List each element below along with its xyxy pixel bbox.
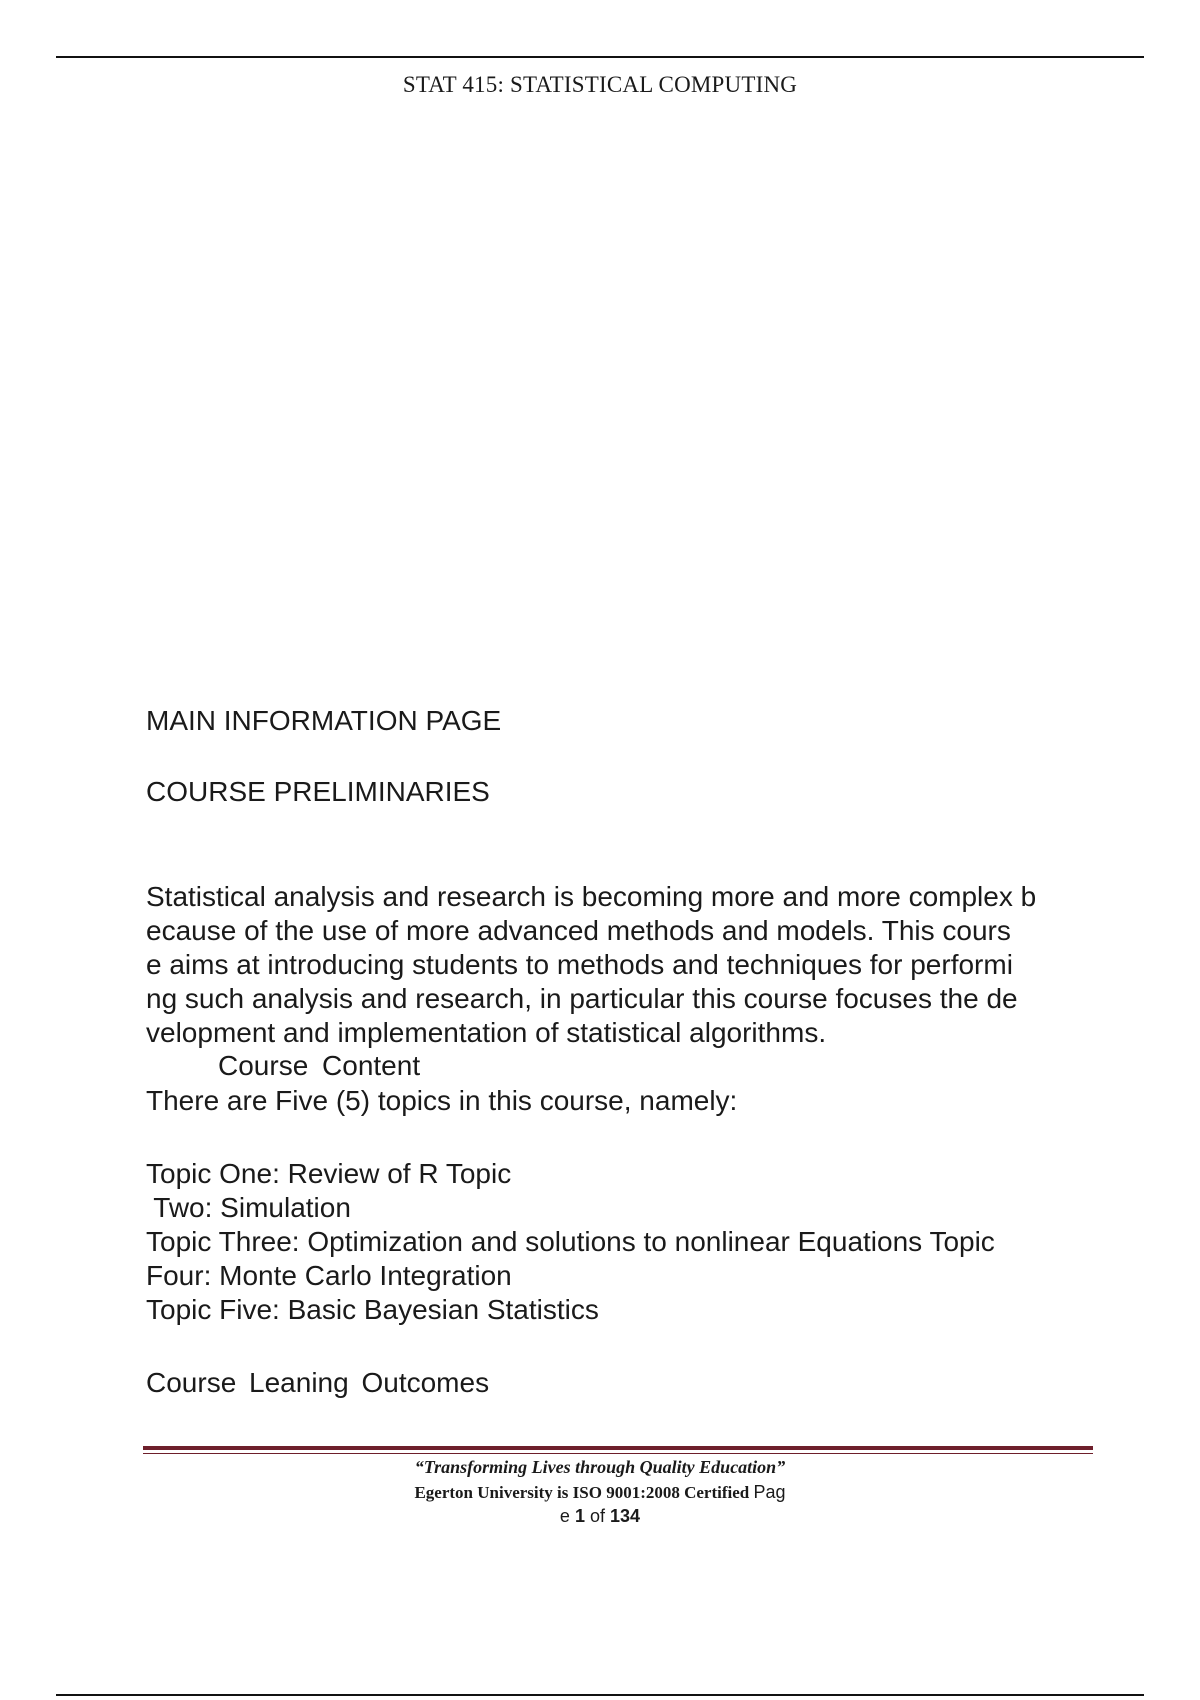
footer-slogan: “Transforming Lives through Quality Education”: [414, 1457, 786, 1477]
page-of: of: [589, 1506, 605, 1526]
topic-line: Topic Five: Basic Bayesian Statistics: [146, 1294, 599, 1325]
topic-line: Four: Monte Carlo Integration: [146, 1260, 512, 1291]
page-label: e: [559, 1506, 570, 1526]
outcomes-heading: Course Leaning Outcomes: [146, 1367, 490, 1398]
footer-rule-thin: [143, 1453, 1093, 1454]
topic-list: [146, 1157, 995, 1327]
page-number: [0, 1506, 1200, 1527]
topic-line: Topic Three: Optimization and solutions to nonlinear Equations Topic: [146, 1226, 995, 1257]
running-header: STAT 415: STATISTICAL COMPUTING: [402, 72, 798, 97]
footer-certification: [0, 1482, 1200, 1503]
page-prefix: Pag: [753, 1482, 786, 1502]
paragraph-line: ng such analysis and research, in particular this course focuses the de: [146, 983, 1018, 1014]
paragraph-line: velopment and implementation of statistical algorithms.: [146, 1017, 827, 1048]
course-content-heading: Course Content: [218, 1050, 421, 1081]
main-heading: MAIN INFORMATION PAGE: [146, 705, 502, 736]
bottom-rule: [56, 1694, 1144, 1696]
topic-line: Topic One: Review of R Topic: [146, 1158, 512, 1189]
section-heading: COURSE PRELIMINARIES: [146, 776, 490, 807]
page-current: 1: [574, 1506, 585, 1526]
footer-rule: [143, 1446, 1093, 1450]
paragraph-line: ecause of the use of more advanced methods and models. This cours: [146, 915, 1011, 946]
top-rule: [56, 56, 1144, 58]
intro-paragraph: [146, 880, 1096, 1050]
paragraph-line: e aims at introducing students to methods and techniques for performi: [146, 949, 1013, 980]
topic-line: Two: Simulation: [146, 1192, 351, 1223]
paragraph-line: Statistical analysis and research is becoming more and more complex b: [146, 881, 1037, 912]
certification-text: Egerton University is ISO 9001:2008 Certified: [414, 1483, 750, 1502]
page-total: 134: [610, 1506, 641, 1526]
topics-intro: There are Five (5) topics in this course, namely:: [146, 1085, 738, 1116]
